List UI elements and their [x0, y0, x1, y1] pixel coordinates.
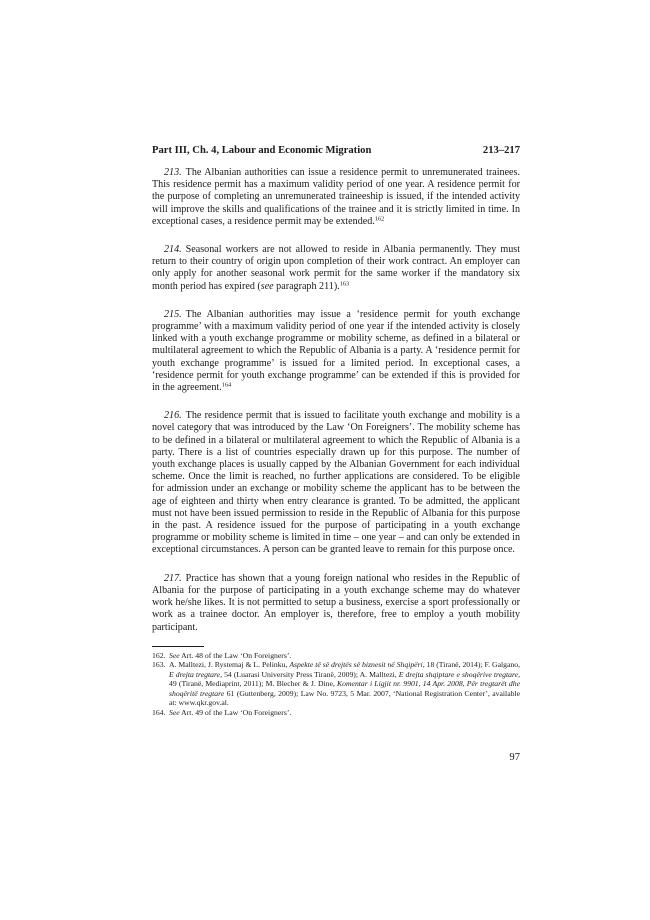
- text-run: A. Malltezi, J. Rystemaj & L. Pelinku,: [169, 660, 290, 670]
- italic-text: E drejta shqiptare e shoqërive tregtare,: [398, 669, 521, 679]
- text-run: The Albanian authorities may issue a ‘residence permit for youth exchange programme’ with a maximum validity period of one year if the intended activity is closely linked with a youth exchange programme or mobility scheme, as defined in a bilateral or multilateral agreement to which the Republic of Albania is a party. A ‘residence permit for youth exchange programme’ is issued for a limited period. In exceptional cases, a ‘residence permit for youth exchange programme’ can be extended if this is provided for in the agreement.: [152, 308, 520, 394]
- text-run: 18 (Tiranë, 2014); F. Galgano,: [424, 660, 520, 670]
- paragraph-number: 215.: [164, 308, 182, 320]
- italic-text: Aspekte të së drejtës së biznesit në Shqipëri,: [289, 660, 425, 670]
- paragraph: [152, 573, 520, 634]
- text-run: The residence permit that is issued to facilitate youth exchange and mobility is a novel category that was introduced by the Law ‘On Foreigners’. The mobility scheme has to be defined in a bilateral or multilateral agreement to which the Republic of Albania is a party. There is a list of countries especially drawn up for this purpose. The number of youth exchange places is usually capped by the Albanian Government for each individual scheme. Once the limit is reached, no further applications are considered. To be eligible for admission under an exchange or mobility scheme the applicant has to be between the age of eighteen and thirty when entry clearance is granted. To be admitted, the applicant must not have been issued permission to reside in the Republic of Albania for this purpose in the past. A residence issued for the purpose of participating in a youth exchange programme or mobility scheme is limited in time – one year – and can only be extended in exceptional circumstances. A person can be granted leave to remain for this purpose once.: [152, 410, 520, 556]
- footnote: [152, 660, 520, 708]
- text-run: Art. 48 of the Law ‘On Foreigners’.: [179, 650, 292, 660]
- text-run: Practice has shown that a young foreign national who resides in the Republic of Albania for the purpose of participating in a youth exchange scheme may do whatever work he/she likes. It is not permitted to setup a business, exercise a sport professionally or work as a trainee doctor. An employer is, therefore, free to employ a youth mobility participant.: [152, 572, 520, 633]
- footnote-text: [169, 660, 520, 708]
- italic-text: see: [260, 280, 274, 292]
- footnote-separator: [152, 646, 204, 647]
- footnote-reference: 164: [221, 381, 232, 389]
- text-run: Seasonal workers are not allowed to reside in Albania permanently. They must return to their country of origin upon completion of their work contract. An employer can only apply for another seasonal work permit for the same worker if the mandatory six month period has expired (: [152, 244, 520, 292]
- italic-text: Komentar i Ligjit nr. 9901, 14 Apr. 2008, Për tregtarët dhe shoqëritë tregtare: [169, 679, 520, 698]
- footnotes: [152, 651, 520, 718]
- footnote-text: [169, 651, 520, 661]
- page-number: 97: [509, 752, 520, 763]
- paragraph-number: 217.: [164, 572, 182, 584]
- footnote-number: 162.: [152, 650, 166, 660]
- text-run: paragraph 211).: [273, 280, 340, 292]
- italic-text: See: [169, 707, 180, 717]
- paragraph: [152, 244, 520, 293]
- paragraph: [152, 167, 520, 228]
- footnote: [152, 651, 520, 661]
- paragraph-number: 216.: [164, 410, 182, 422]
- text-run: The Albanian authorities can issue a residence permit to unremunerated trainees. This residence permit has a maximum validity period of one year. A residence permit for the purpose of completing an unremunerated traineeship is issued, if the intended activity will improve the skills and qualifications of the trainee and it is strictly limited in time. In exceptional cases, a residence permit may be extended.: [152, 167, 520, 227]
- paragraph: [152, 410, 520, 556]
- italic-text: E drejta tregtare,: [169, 669, 223, 679]
- paragraph: [152, 309, 520, 394]
- body-text: [152, 167, 520, 634]
- footnote-number: 163.: [152, 660, 166, 670]
- text-run: 54 (Luarasi University Press Tiranë, 2009); A. Malltezi,: [222, 669, 399, 679]
- running-header-paragraph-range: 213–217: [482, 145, 520, 156]
- running-header-title: Part III, Ch. 4, Labour and Economic Migration: [152, 145, 372, 156]
- footnote-reference: 162: [374, 215, 385, 223]
- running-header: [152, 144, 520, 158]
- text-run: 61 (Guttenberg, 2009); Law No. 9723, 5 Mar. 2007, ‘National Registration Center’, available at: www.qkr.gov.al.: [169, 688, 520, 708]
- footnote-reference: 163: [339, 280, 350, 288]
- text-run: 49 (Tiranë, Mediaprint, 2011); M. Blecher & J. Dine,: [169, 679, 338, 689]
- text-run: Art. 49 of the Law ‘On Foreigners’.: [179, 707, 292, 717]
- paragraph-number: 213.: [164, 167, 182, 178]
- italic-text: See: [169, 650, 180, 660]
- paragraph-number: 214.: [164, 244, 182, 256]
- footnote-text: [169, 708, 520, 718]
- book-page: [152, 144, 520, 717]
- footnote-number: 164.: [152, 707, 166, 717]
- footnote: [152, 708, 520, 718]
